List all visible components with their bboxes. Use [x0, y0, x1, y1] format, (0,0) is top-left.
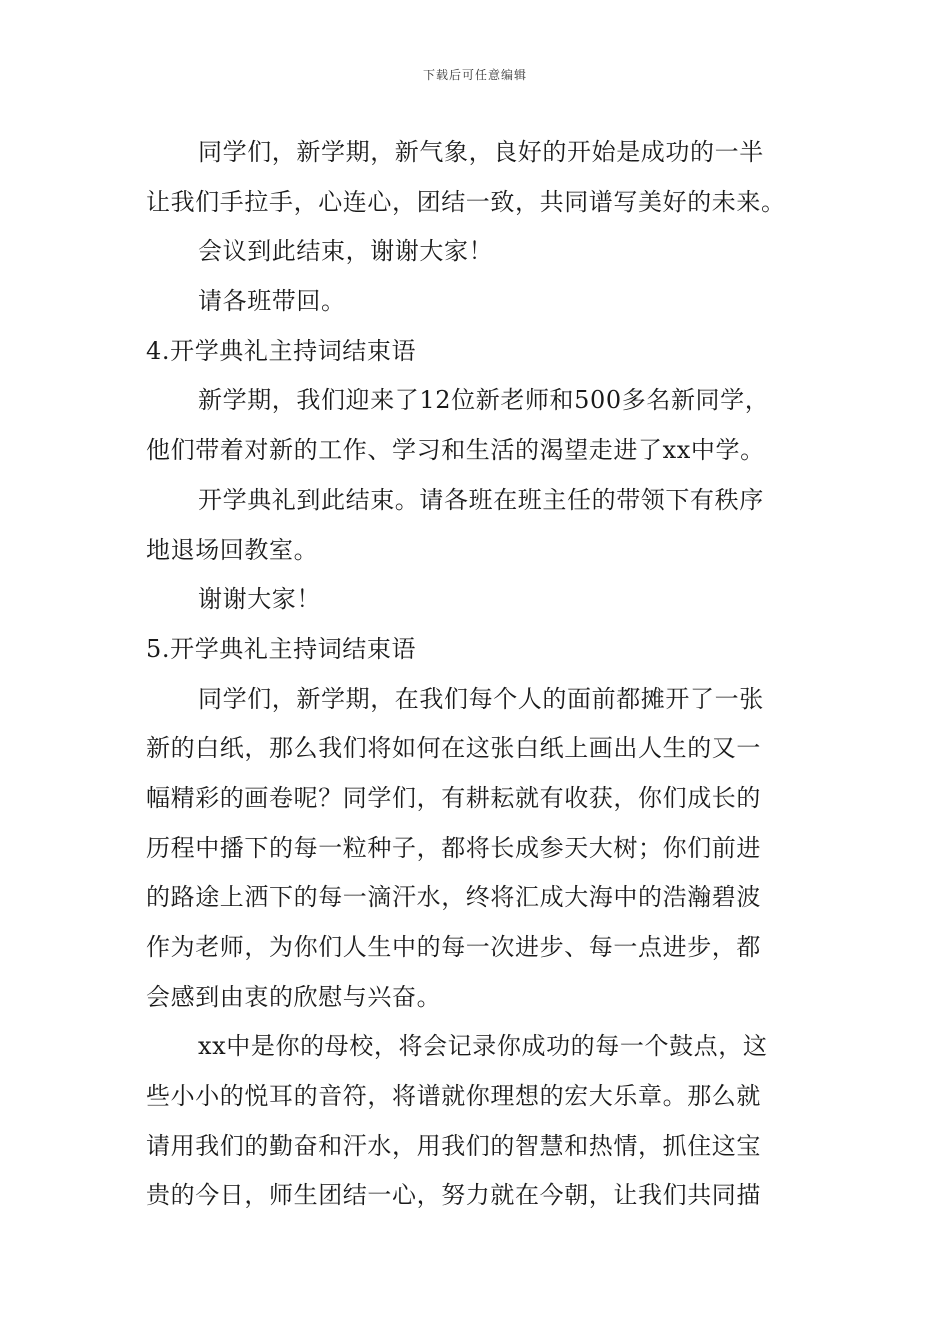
- text-line: 的路途上洒下的每一滴汗水，终将汇成大海中的浩瀚碧波: [146, 883, 761, 912]
- paragraph-first-line: 同学们，新学期，新气象，良好的开始是成功的一半: [198, 138, 764, 166]
- document-body: [146, 128, 808, 1221]
- text-line: 会感到由衷的欣慰与兴奋。: [146, 982, 442, 1011]
- text-line: 作为老师，为你们人生中的每一次进步、每一点进步，都: [146, 933, 761, 961]
- paragraph-first-line: 会议到此结束，谢谢大家！: [198, 237, 494, 266]
- text-line: 5.开学典礼主持词结束语: [146, 634, 417, 663]
- text-line: 些小小的悦耳的音符，将谱就你理想的宏大乐章。那么就: [146, 1082, 761, 1111]
- text-line: 历程中播下的每一粒种子，都将长成参天大树；你们前进: [146, 833, 761, 862]
- text-line: 请用我们的勤奋和汗水，用我们的智慧和热情，抓住这宝: [146, 1131, 761, 1160]
- text-line: 地退场回教室。: [146, 535, 319, 564]
- page-header: 下载后可任意编辑: [422, 68, 527, 82]
- paragraph-first-line: 谢谢大家！: [198, 585, 321, 614]
- paragraph-first-line: 开学典礼到此结束。请各班在班主任的带领下有秩序: [198, 485, 764, 514]
- paragraph-first-line: xx中是你的母校，将会记录你成功的每一个鼓点，这: [198, 1032, 768, 1061]
- text-line: 让我们手拉手，心连心，团结一致，共同谱写美好的未来。: [146, 187, 786, 216]
- text-line: 新的白纸，那么我们将如何在这张白纸上画出人生的又一: [146, 734, 761, 763]
- paragraph-first-line: 请各班带回。: [198, 287, 346, 316]
- paragraph-first-line: 新学期，我们迎来了12位新老师和500多名新同学，: [198, 386, 770, 415]
- paragraph-first-line: 同学们，新学期，在我们每个人的面前都摊开了一张: [198, 684, 764, 713]
- text-line: 贵的今日，师生团结一心，努力就在今朝，让我们共同描: [146, 1181, 761, 1210]
- text-line: 4.开学典礼主持词结束语: [146, 336, 417, 365]
- text-line: 幅精彩的画卷呢？同学们，有耕耘就有收获，你们成长的: [146, 783, 761, 812]
- text-line: 他们带着对新的工作、学习和生活的渴望走进了xx中学。: [146, 436, 765, 465]
